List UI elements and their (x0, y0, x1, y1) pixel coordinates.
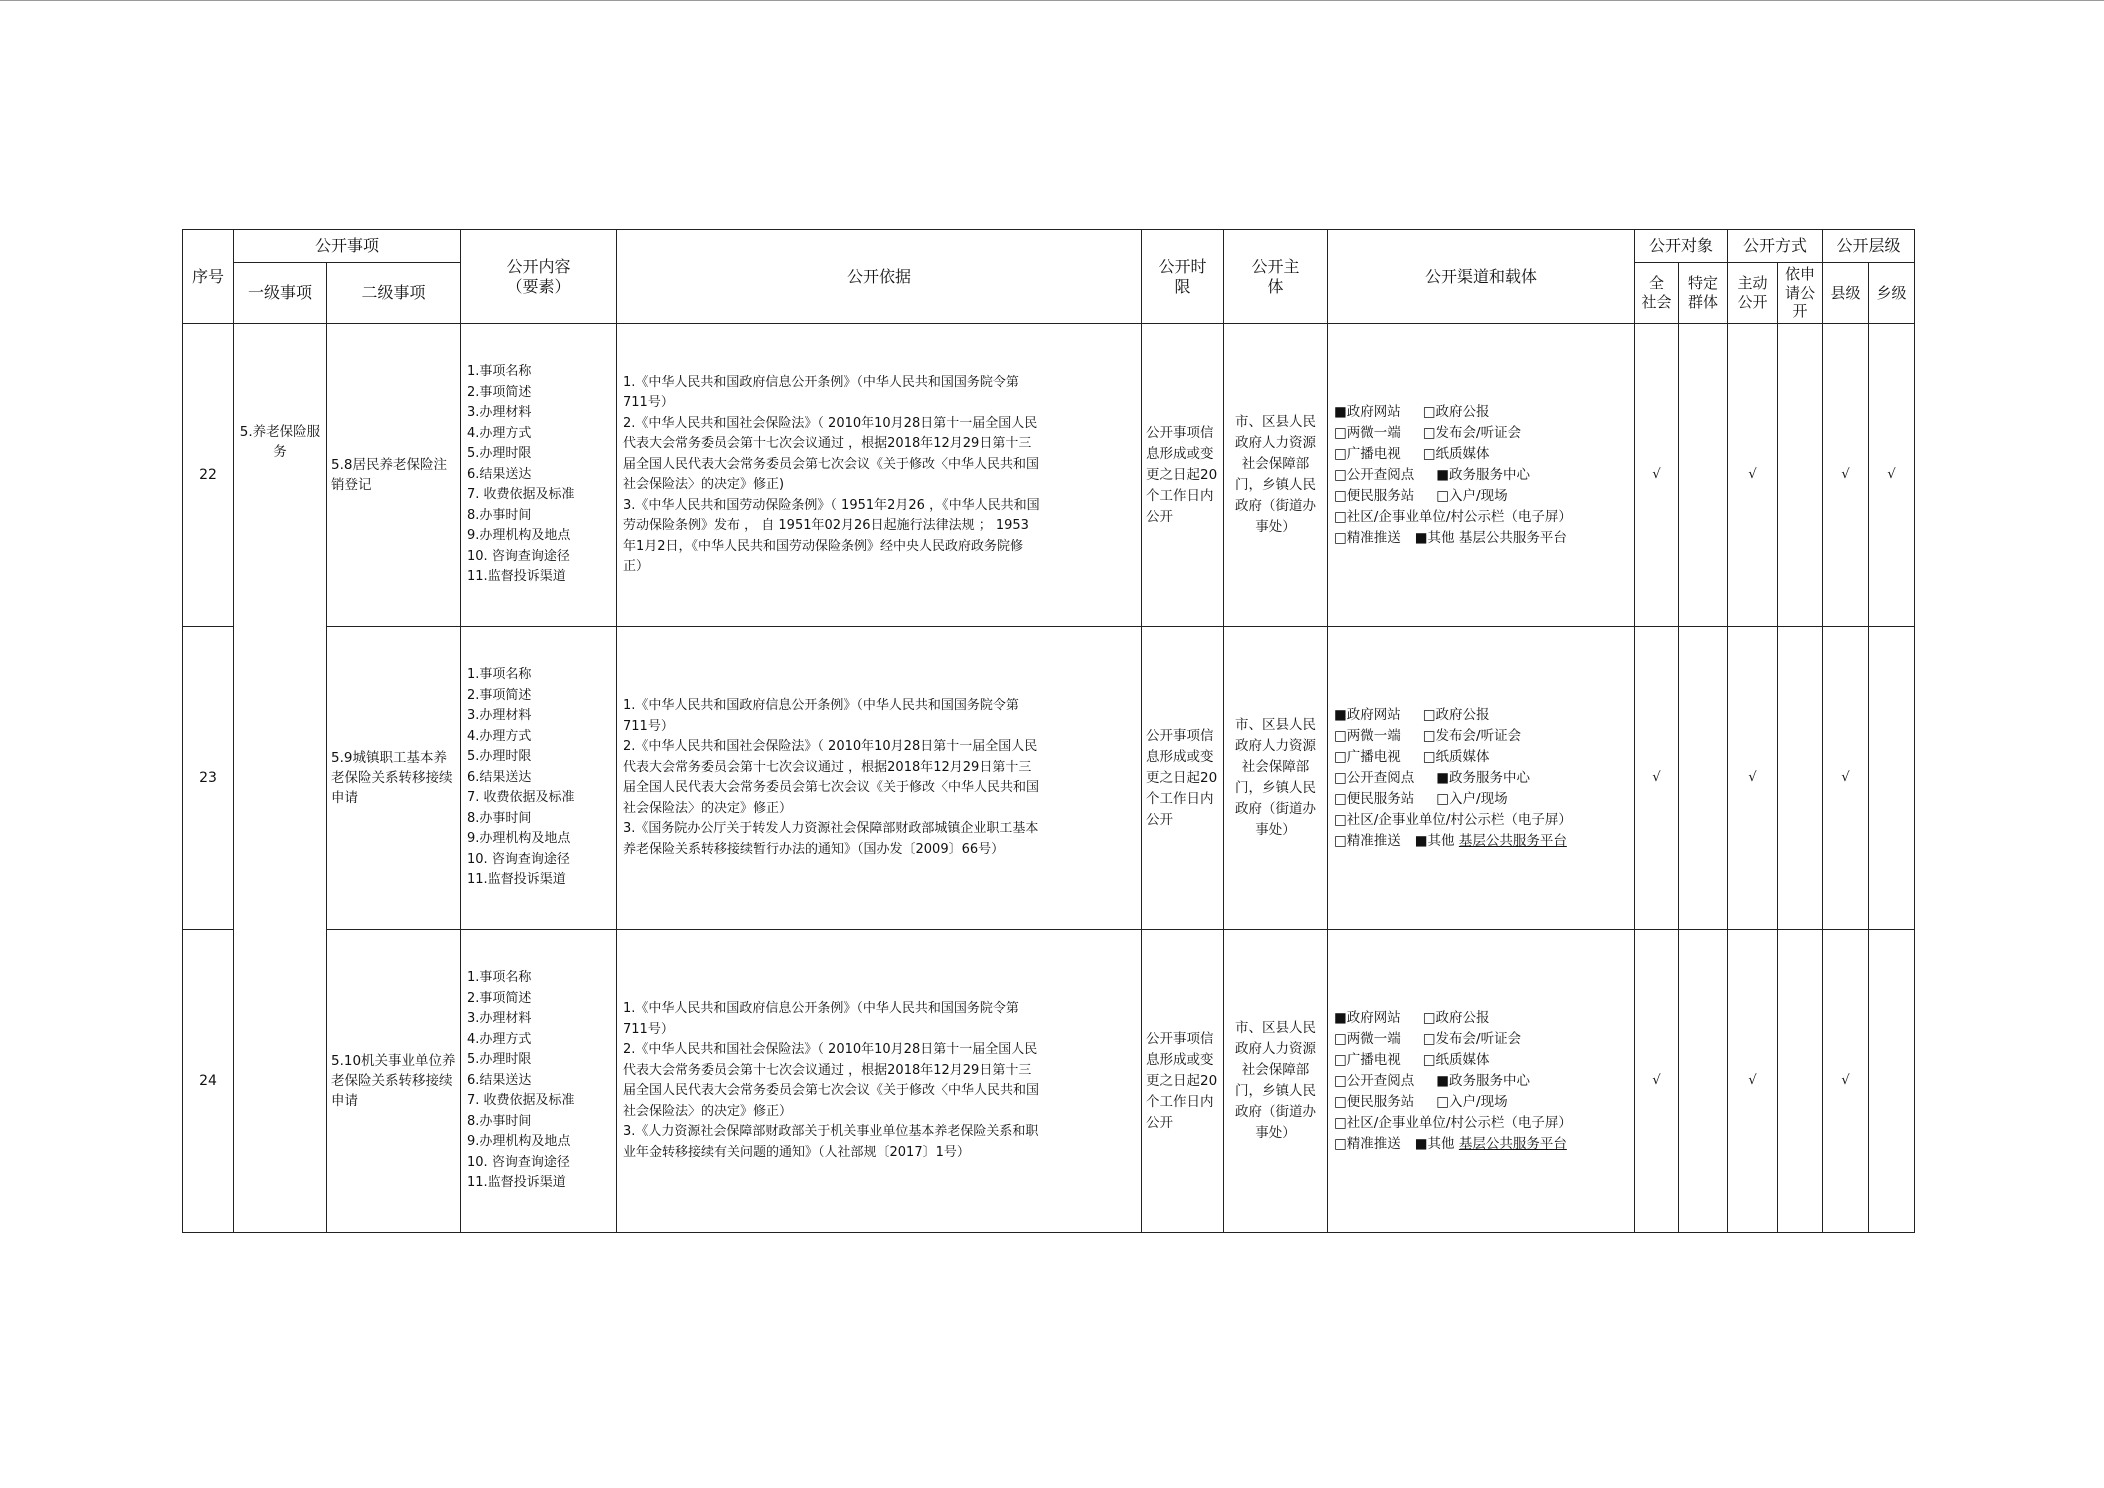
content-item: 1.事项名称 (467, 364, 532, 380)
header-method-request: 依申 请公 开 (1778, 263, 1823, 324)
target-all-check: √ (1635, 324, 1679, 627)
content-item: 3.办理材料 (467, 1011, 532, 1027)
content-item: 3.办理材料 (467, 708, 532, 724)
header-layer-township: 乡级 (1869, 263, 1915, 324)
channel-bulletin-board: □社区/企事业单位/村公示栏（电子屏） (1334, 1114, 1572, 1131)
header-level1: 一级事项 (234, 263, 327, 324)
content-item: 2.事项简述 (467, 687, 532, 703)
content-item: 10. 咨询查询途径 (467, 548, 570, 564)
channel-reading-point: □公开查阅点 (1334, 1072, 1415, 1089)
channel-social-media: □两微一端 (1334, 424, 1401, 441)
header-channels: 公开渠道和载体 (1328, 230, 1635, 324)
layer-county-check: √ (1823, 324, 1869, 627)
header-target-group: 公开对象 (1635, 230, 1728, 263)
channels-cell (1328, 930, 1635, 1233)
content-item: 3.办理材料 (467, 405, 532, 421)
channel-gov-gazette: □政府公报 (1422, 403, 1490, 420)
basis-list (617, 627, 1142, 930)
content-item: 7. 收费依据及标准 (467, 790, 575, 806)
row-index: 22 (183, 324, 234, 627)
basis-item: 2.《中华人民共和国社会保险法》（ 2010年10月28日第十一届全国人民代表大会常务委员会第十七次会议通过 ，根据2018年12月29日第十三届全国人民代表大会常务委员会第七次会议《关于修改〈中华人民共和国社会保险法〉的决定》修正） (623, 1042, 1040, 1119)
content-item: 9.办理机构及地点 (467, 831, 571, 847)
content-item: 9.办理机构及地点 (467, 1134, 571, 1150)
subject-text: 市、区县人民政府人力资源社会保障部门，乡镇人民政府（街道办事处） (1224, 930, 1328, 1233)
channel-service-center: ■政务服务中心 (1436, 1072, 1531, 1089)
channels-cell (1328, 627, 1635, 930)
content-item: 8.办事时间 (467, 507, 532, 523)
content-list (461, 627, 617, 930)
method-active-check: √ (1728, 627, 1778, 930)
header-method-active: 主动 公开 (1728, 263, 1778, 324)
basis-list (617, 930, 1142, 1233)
channel-targeted-push: □精准推送 (1334, 832, 1401, 849)
header-method-group: 公开方式 (1728, 230, 1823, 263)
table-row (183, 324, 1915, 627)
deadline-text: 公开事项信息形成或变更之日起20个工作日内公开 (1142, 930, 1224, 1233)
level2-item: 5.10机关事业单位养老保险关系转移接续申请 (327, 930, 461, 1233)
channel-press-conference: □发布会/听证会 (1422, 727, 1522, 744)
channel-press-conference: □发布会/听证会 (1422, 424, 1522, 441)
content-list (461, 930, 617, 1233)
channel-targeted-push: □精准推送 (1334, 529, 1401, 546)
target-specific-check (1679, 324, 1728, 627)
basis-item: 3.《中华人民共和国劳动保险条例》（ 1951年2月26 ，《中华人民共和国劳动保险条例》发布 ， 自 1951年02月26日起施行法律法规 ； 1953年1月2日，《中华人民共和国劳动保险条例》经中央人民政府政务院修正） (623, 497, 1040, 574)
channel-gov-gazette: □政府公报 (1422, 706, 1490, 723)
method-active-check: √ (1728, 930, 1778, 1233)
content-item: 8.办事时间 (467, 1113, 532, 1129)
basis-item: 3.《人力资源社会保障部财政部关于机关事业单位基本养老保险关系和职业年金转移接续有关问题的通知》（人社部规〔2017〕1号） (623, 1124, 1039, 1160)
channel-door-to-door: □入户/现场 (1436, 487, 1508, 504)
channel-social-media: □两微一端 (1334, 1030, 1401, 1047)
channel-broadcast: □广播电视 (1334, 445, 1401, 462)
channel-broadcast: □广播电视 (1334, 1051, 1401, 1068)
disclosure-table (182, 229, 1915, 1233)
channel-door-to-door: □入户/现场 (1436, 1093, 1508, 1110)
target-specific-check (1679, 627, 1728, 930)
content-item: 8.办事时间 (467, 810, 532, 826)
header-layer-county: 县级 (1823, 263, 1869, 324)
content-item: 11.监督投诉渠道 (467, 569, 566, 585)
level1-item: 5.养老保险服务 (234, 324, 327, 1233)
subject-text: 市、区县人民政府人力资源社会保障部门，乡镇人民政府（街道办事处） (1224, 324, 1328, 627)
layer-township-check: √ (1869, 324, 1915, 627)
header-target-specific: 特定 群体 (1679, 263, 1728, 324)
channel-service-station: □便民服务站 (1334, 487, 1415, 504)
channel-gov-website: ■政府网站 (1334, 706, 1401, 723)
content-item: 4.办理方式 (467, 425, 532, 441)
content-item: 6.结果送达 (467, 769, 532, 785)
content-item: 4.办理方式 (467, 1031, 532, 1047)
header-index: 序号 (183, 230, 234, 324)
header-level2: 二级事项 (327, 263, 461, 324)
layer-township-check (1869, 627, 1915, 930)
content-item: 10. 咨询查询途径 (467, 1154, 570, 1170)
basis-item: 1.《中华人民共和国政府信息公开条例》（中华人民共和国国务院令第711号） (623, 374, 1019, 410)
content-item: 9.办理机构及地点 (467, 528, 571, 544)
table-row (183, 930, 1915, 1233)
channel-service-station: □便民服务站 (1334, 790, 1415, 807)
channel-targeted-push: □精准推送 (1334, 1135, 1401, 1152)
channel-reading-point: □公开查阅点 (1334, 769, 1415, 786)
subject-text: 市、区县人民政府人力资源社会保障部门，乡镇人民政府（街道办事处） (1224, 627, 1328, 930)
content-item: 5.办理时限 (467, 749, 532, 765)
channel-other-detail: 基层公共服务平台 (1458, 832, 1567, 849)
content-item: 10. 咨询查询途径 (467, 851, 570, 867)
basis-item: 1.《中华人民共和国政府信息公开条例》（中华人民共和国国务院令第711号） (623, 698, 1019, 734)
channel-print-media: □纸质媒体 (1422, 748, 1490, 765)
basis-item: 2.《中华人民共和国社会保险法》（ 2010年10月28日第十一届全国人民代表大会常务委员会第十七次会议通过 ，根据2018年12月29日第十三届全国人民代表大会常务委员会第七次会议《关于修改〈中华人民共和国社会保险法〉的决定》修正） (623, 739, 1040, 816)
content-item: 6.结果送达 (467, 466, 532, 482)
target-all-check: √ (1635, 930, 1679, 1233)
deadline-text: 公开事项信息形成或变更之日起20个工作日内公开 (1142, 324, 1224, 627)
content-item: 2.事项简述 (467, 384, 532, 400)
content-item: 7. 收费依据及标准 (467, 1093, 575, 1109)
target-all-check: √ (1635, 627, 1679, 930)
method-request-check (1778, 627, 1823, 930)
channel-bulletin-board: □社区/企事业单位/村公示栏（电子屏） (1334, 811, 1572, 828)
channel-bulletin-board: □社区/企事业单位/村公示栏（电子屏） (1334, 508, 1572, 525)
basis-list (617, 324, 1142, 627)
method-request-check (1778, 324, 1823, 627)
deadline-text: 公开事项信息形成或变更之日起20个工作日内公开 (1142, 627, 1224, 930)
row-index: 24 (183, 930, 234, 1233)
header-target-all: 全 社会 (1635, 263, 1679, 324)
content-item: 4.办理方式 (467, 728, 532, 744)
content-item: 7. 收费依据及标准 (467, 487, 575, 503)
header-item-group: 公开事项 (234, 230, 461, 263)
header-deadline: 公开时 限 (1142, 230, 1224, 324)
header-row-1 (183, 230, 1915, 263)
channel-other: ■其他 (1414, 1135, 1455, 1152)
row-index: 23 (183, 627, 234, 930)
content-item: 1.事项名称 (467, 667, 532, 683)
header-content: 公开内容 （要素） (461, 230, 617, 324)
channel-press-conference: □发布会/听证会 (1422, 1030, 1522, 1047)
level2-item: 5.8居民养老保险注销登记 (327, 324, 461, 627)
header-basis: 公开依据 (617, 230, 1142, 324)
content-item: 6.结果送达 (467, 1072, 532, 1088)
channel-gov-website: ■政府网站 (1334, 403, 1401, 420)
channel-service-center: ■政务服务中心 (1436, 769, 1531, 786)
method-request-check (1778, 930, 1823, 1233)
channel-gov-gazette: □政府公报 (1422, 1009, 1490, 1026)
layer-township-check (1869, 930, 1915, 1233)
header-subject: 公开主 体 (1224, 230, 1328, 324)
content-item: 2.事项简述 (467, 990, 532, 1006)
channel-print-media: □纸质媒体 (1422, 445, 1490, 462)
layer-county-check: √ (1823, 627, 1869, 930)
content-list (461, 324, 617, 627)
channel-service-center: ■政务服务中心 (1436, 466, 1531, 483)
basis-item: 2.《中华人民共和国社会保险法》（ 2010年10月28日第十一届全国人民代表大会常务委员会第十七次会议通过 ，根据2018年12月29日第十三届全国人民代表大会常务委员会第七次会议《关于修改〈中华人民共和国社会保险法〉的决定》修正) (623, 415, 1040, 492)
basis-item: 1.《中华人民共和国政府信息公开条例》（中华人民共和国国务院令第711号） (623, 1001, 1019, 1037)
layer-county-check: √ (1823, 930, 1869, 1233)
channel-other: ■其他 (1414, 529, 1455, 546)
content-item: 1.事项名称 (467, 970, 532, 986)
channels-cell (1328, 324, 1635, 627)
header-layer-group: 公开层级 (1823, 230, 1915, 263)
method-active-check: √ (1728, 324, 1778, 627)
channel-other: ■其他 (1414, 832, 1455, 849)
channel-print-media: □纸质媒体 (1422, 1051, 1490, 1068)
channel-reading-point: □公开查阅点 (1334, 466, 1415, 483)
channel-broadcast: □广播电视 (1334, 748, 1401, 765)
content-item: 5.办理时限 (467, 446, 532, 462)
channel-door-to-door: □入户/现场 (1436, 790, 1508, 807)
table-row (183, 627, 1915, 930)
basis-item: 3.《国务院办公厅关于转发人力资源社会保障部财政部城镇企业职工基本养老保险关系转移接续暂行办法的通知》（国办发〔2009〕66号） (623, 821, 1039, 857)
content-item: 11.监督投诉渠道 (467, 872, 566, 888)
page-top-border (0, 0, 2104, 1)
channel-service-station: □便民服务站 (1334, 1093, 1415, 1110)
channel-other-detail: 基层公共服务平台 (1458, 529, 1567, 546)
channel-gov-website: ■政府网站 (1334, 1009, 1401, 1026)
content-item: 11.监督投诉渠道 (467, 1175, 566, 1191)
channel-other-detail: 基层公共服务平台 (1458, 1135, 1567, 1152)
channel-social-media: □两微一端 (1334, 727, 1401, 744)
target-specific-check (1679, 930, 1728, 1233)
content-item: 5.办理时限 (467, 1052, 532, 1068)
level2-item: 5.9城镇职工基本养老保险关系转移接续申请 (327, 627, 461, 930)
